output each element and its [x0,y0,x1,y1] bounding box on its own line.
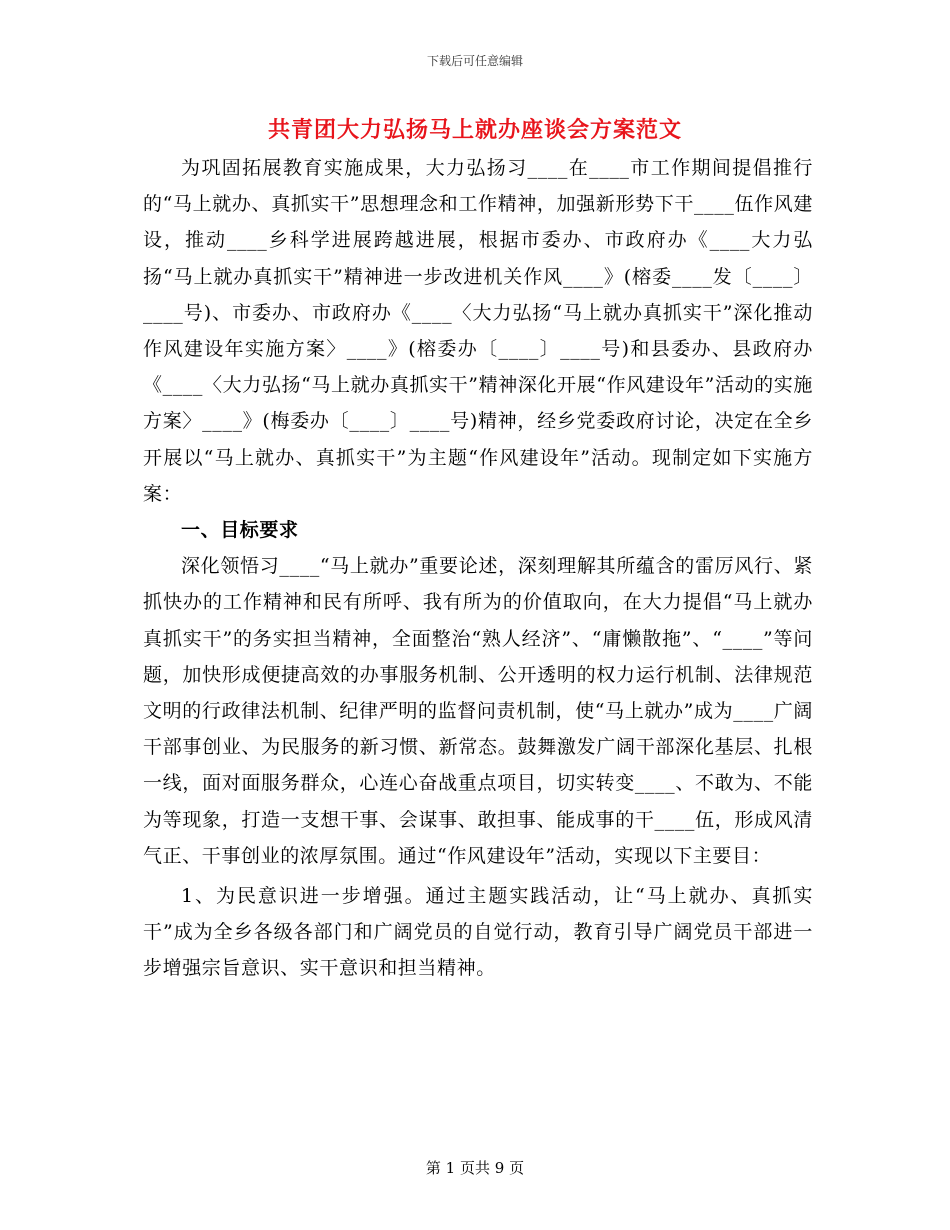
document-body [143,150,813,987]
section-heading: 一、目标要求 [181,519,299,542]
page-header-note: 下载后可任意编辑 [426,54,523,68]
intro-paragraph: 为巩固拓展教育实施成果，大力弘扬习____在____市工作期间提倡推行的“马上就办、真抓实干”思想理念和工作精神，加强新形势下干____伍作风建设，推动____乡科学进展跨越进展，根据市委办、市政府办《____大力弘扬“马上就办真抓实干”精神进一步改进机关作风____》(榕委____发〔____〕____号)、市委办、市政府办《____〈大力弘扬“马上就办真抓实干”深化推动作风建设年实施方案〉____》(榕委办〔____〕____号)和县委办、县政府办《____〈大力弘扬“马上就办真抓实干”精神深化开展“作风建设年”活动的实施方案〉____》(梅委办〔____〕____号)精神，经乡党委政府讨论，决定在全乡开展以“马上就办、真抓实干”为主题“作风建设年”活动。现制定如下实施方案： [143,157,813,505]
section-paragraph: 深化领悟习____“马上就办”重要论述，深刻理解其所蕴含的雷厉风行、紧抓快办的工作精神和民有所呼、我有所为的价值取向，在大力提倡“马上就办真抓实干”的务实担当精神，全面整治“熟人经济”、“庸懒散拖”、“____”等问题，加快形成便捷高效的办事服务机制、公开透明的权力运行机制、法律规范文明的行政律法机制、纪律严明的监督问责机制，使“马上就办”成为____广阔干部事创业、为民服务的新习惯、新常态。鼓舞激发广阔干部深化基层、扎根一线，面对面服务群众，心连心奋战重点项目，切实转变____、不敢为、不能为等现象，打造一支想干事、会谋事、敢担事、能成事的干____伍，形成风清气正、干事创业的浓厚氛围。通过“作风建设年”活动，实现以下主要目： [143,555,813,867]
document-title: 共青团大力弘扬马上就办座谈会方案范文 [267,117,682,143]
list-item: 1、为民意识进一步增强。通过主题实践活动，让“马上就办、真抓实干”成为全乡各级各部门和广阔党员的自觉行动，教育引导广阔党员干部进一步增强宗旨意识、实干意识和担当精神。 [143,885,813,980]
page-number: 第 1 页共 9 页 [425,1159,525,1177]
